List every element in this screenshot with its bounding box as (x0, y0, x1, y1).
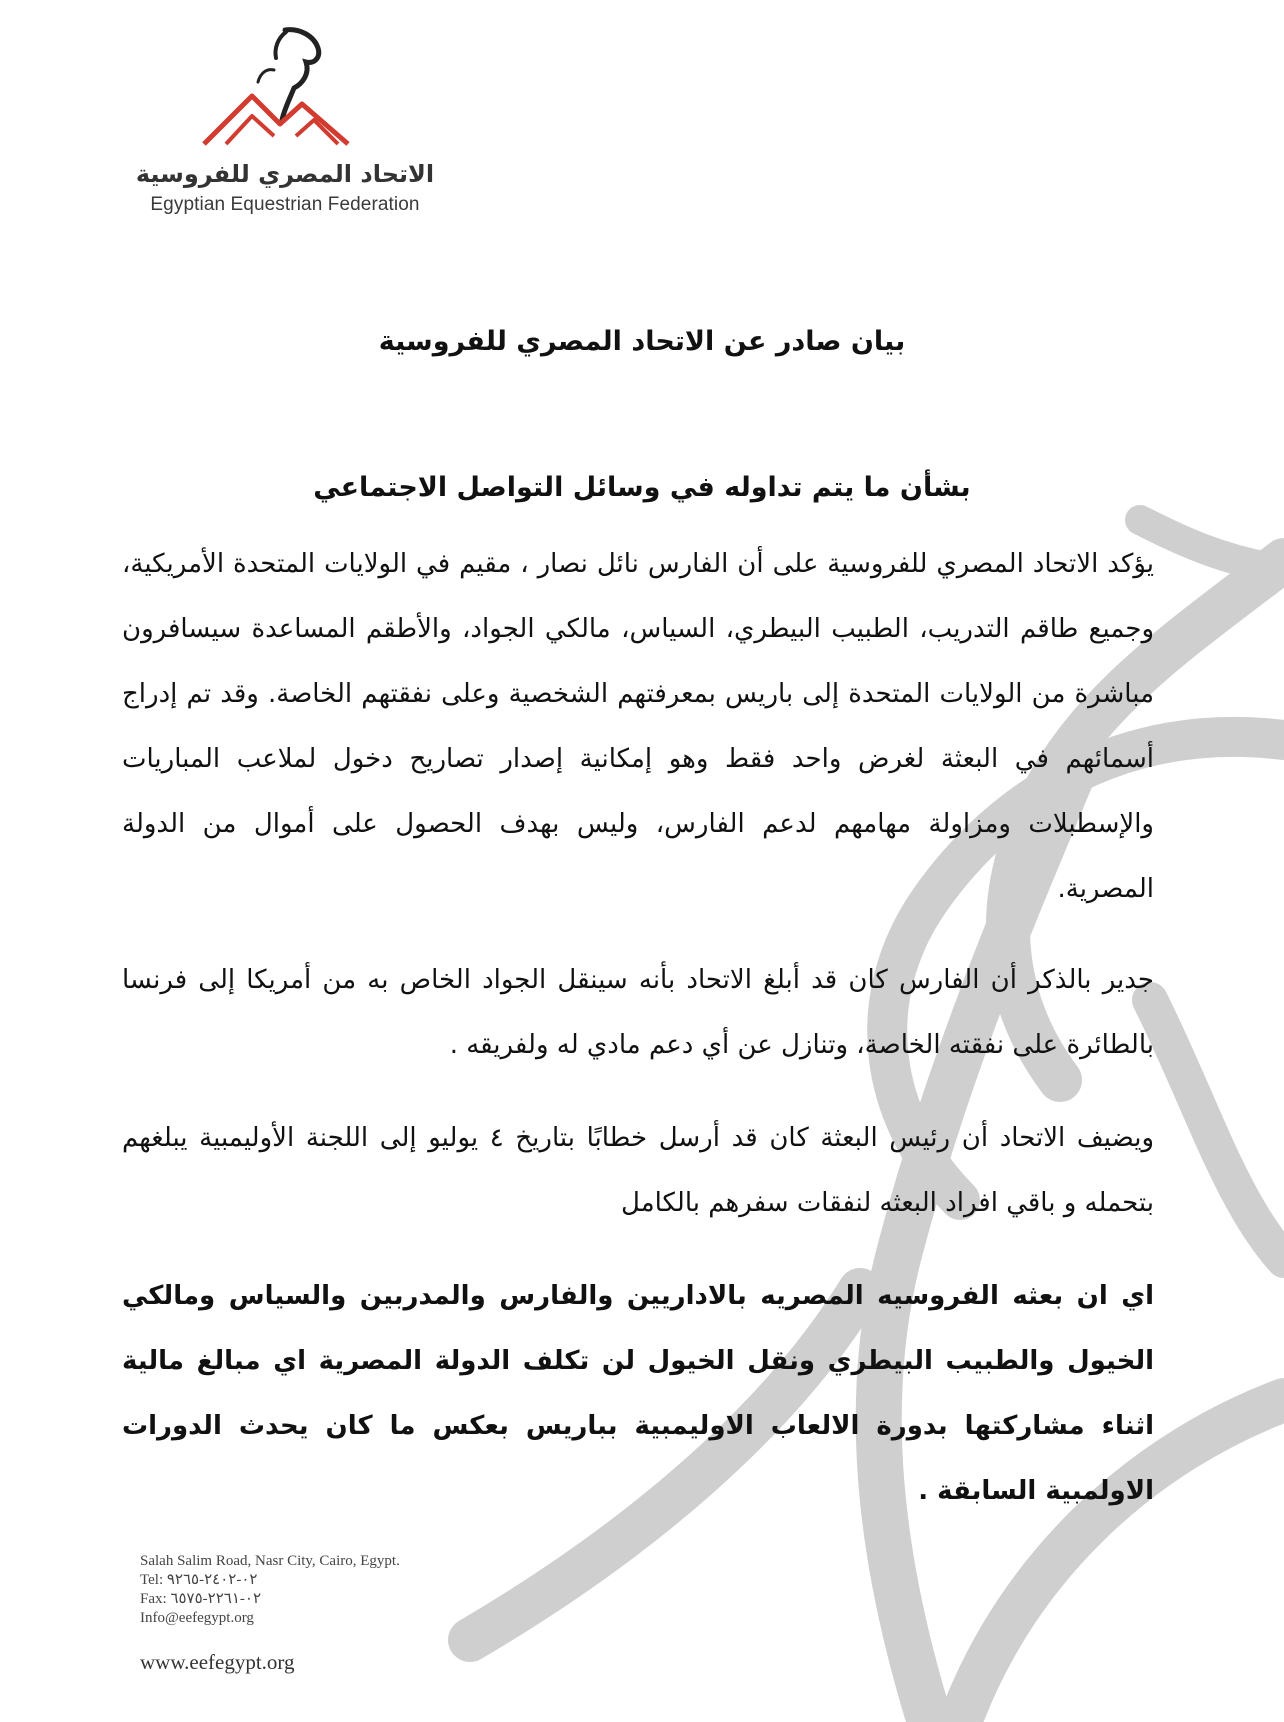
document-title: بيان صادر عن الاتحاد المصري للفروسية (378, 326, 906, 357)
footer-address: Salah Salim Road, Nasr City, Cairo, Egypt. (140, 1553, 400, 1569)
footer-tel: Tel: ٠٢-٢٤٠٢-٩٢٦٥ (140, 1572, 258, 1588)
logo-arabic-name: الاتحاد المصري للفروسية (135, 160, 435, 188)
paragraph-conclusion: اي ان بعثه الفروسيه المصريه بالاداريين والفارس والمدربين والسياس ومالكي الخيول والطبيب البيطري ونقل الخيول لن تكلف الدولة المصرية اي مبالغ مالية اثناء مشاركتها بدورة الالعاب الاوليمبية بباريس بعكس ما كان يحدث الدورات الاولمبية السابقة . (122, 1281, 1154, 1506)
paragraph-letter: ويضيف الاتحاد أن رئيس البعثة كان قد أرسل خطابًا بتاريخ ٤ يوليو إلى اللجنة الأوليمبية يبلغهم بتحمله و باقي افراد البعثه لنفقات سفرهم بالكامل (122, 1123, 1154, 1218)
logo-english-name: Egyptian Equestrian Federation (150, 194, 420, 215)
footer-email: Info@eefegypt.org (140, 1610, 254, 1626)
federation-logo (130, 24, 440, 216)
footer-website: www.eefegypt.org (140, 1650, 295, 1674)
paragraph-horse-transport: جدير بالذكر أن الفارس كان قد أبلغ الاتحاد بأنه سينقل الجواد الخاص به من أمريكا إلى فرنسا بالطائرة على نفقته الخاصة، وتنازل عن أي دعم مادي له ولفريقه . (122, 965, 1154, 1060)
paragraph-statement: يؤكد الاتحاد المصري للفروسية على أن الفارس نائل نصار ، مقيم في الولايات المتحدة الأمريكية، وجميع طاقم التدريب، الطبيب البيطري، السياس، مالكي الجواد، والأطقم المساعدة سيسافرون مباشرة من الولايات المتحدة إلى باريس بمعرفتهم الشخصية وعلى نفقتهم الخاصة. وقد تم إدراج أسمائهم في البعثة لغرض واحد فقط وهو إمكانية إصدار تصاريح دخول لملاعب المباريات والإسطبلات ومزاولة مهامهم لدعم الفارس، وليس بهدف الحصول على أموال من الدولة المصرية. (122, 549, 1154, 904)
horse-mountain-emblem-icon (190, 24, 380, 154)
document-subtitle: بشأن ما يتم تداوله في وسائل التواصل الاجتماعي (313, 472, 971, 503)
footer-fax: Fax: ٠٢-٢٢٦١-٦٥٧٥ (140, 1591, 262, 1607)
footer-contact (140, 1552, 400, 1628)
